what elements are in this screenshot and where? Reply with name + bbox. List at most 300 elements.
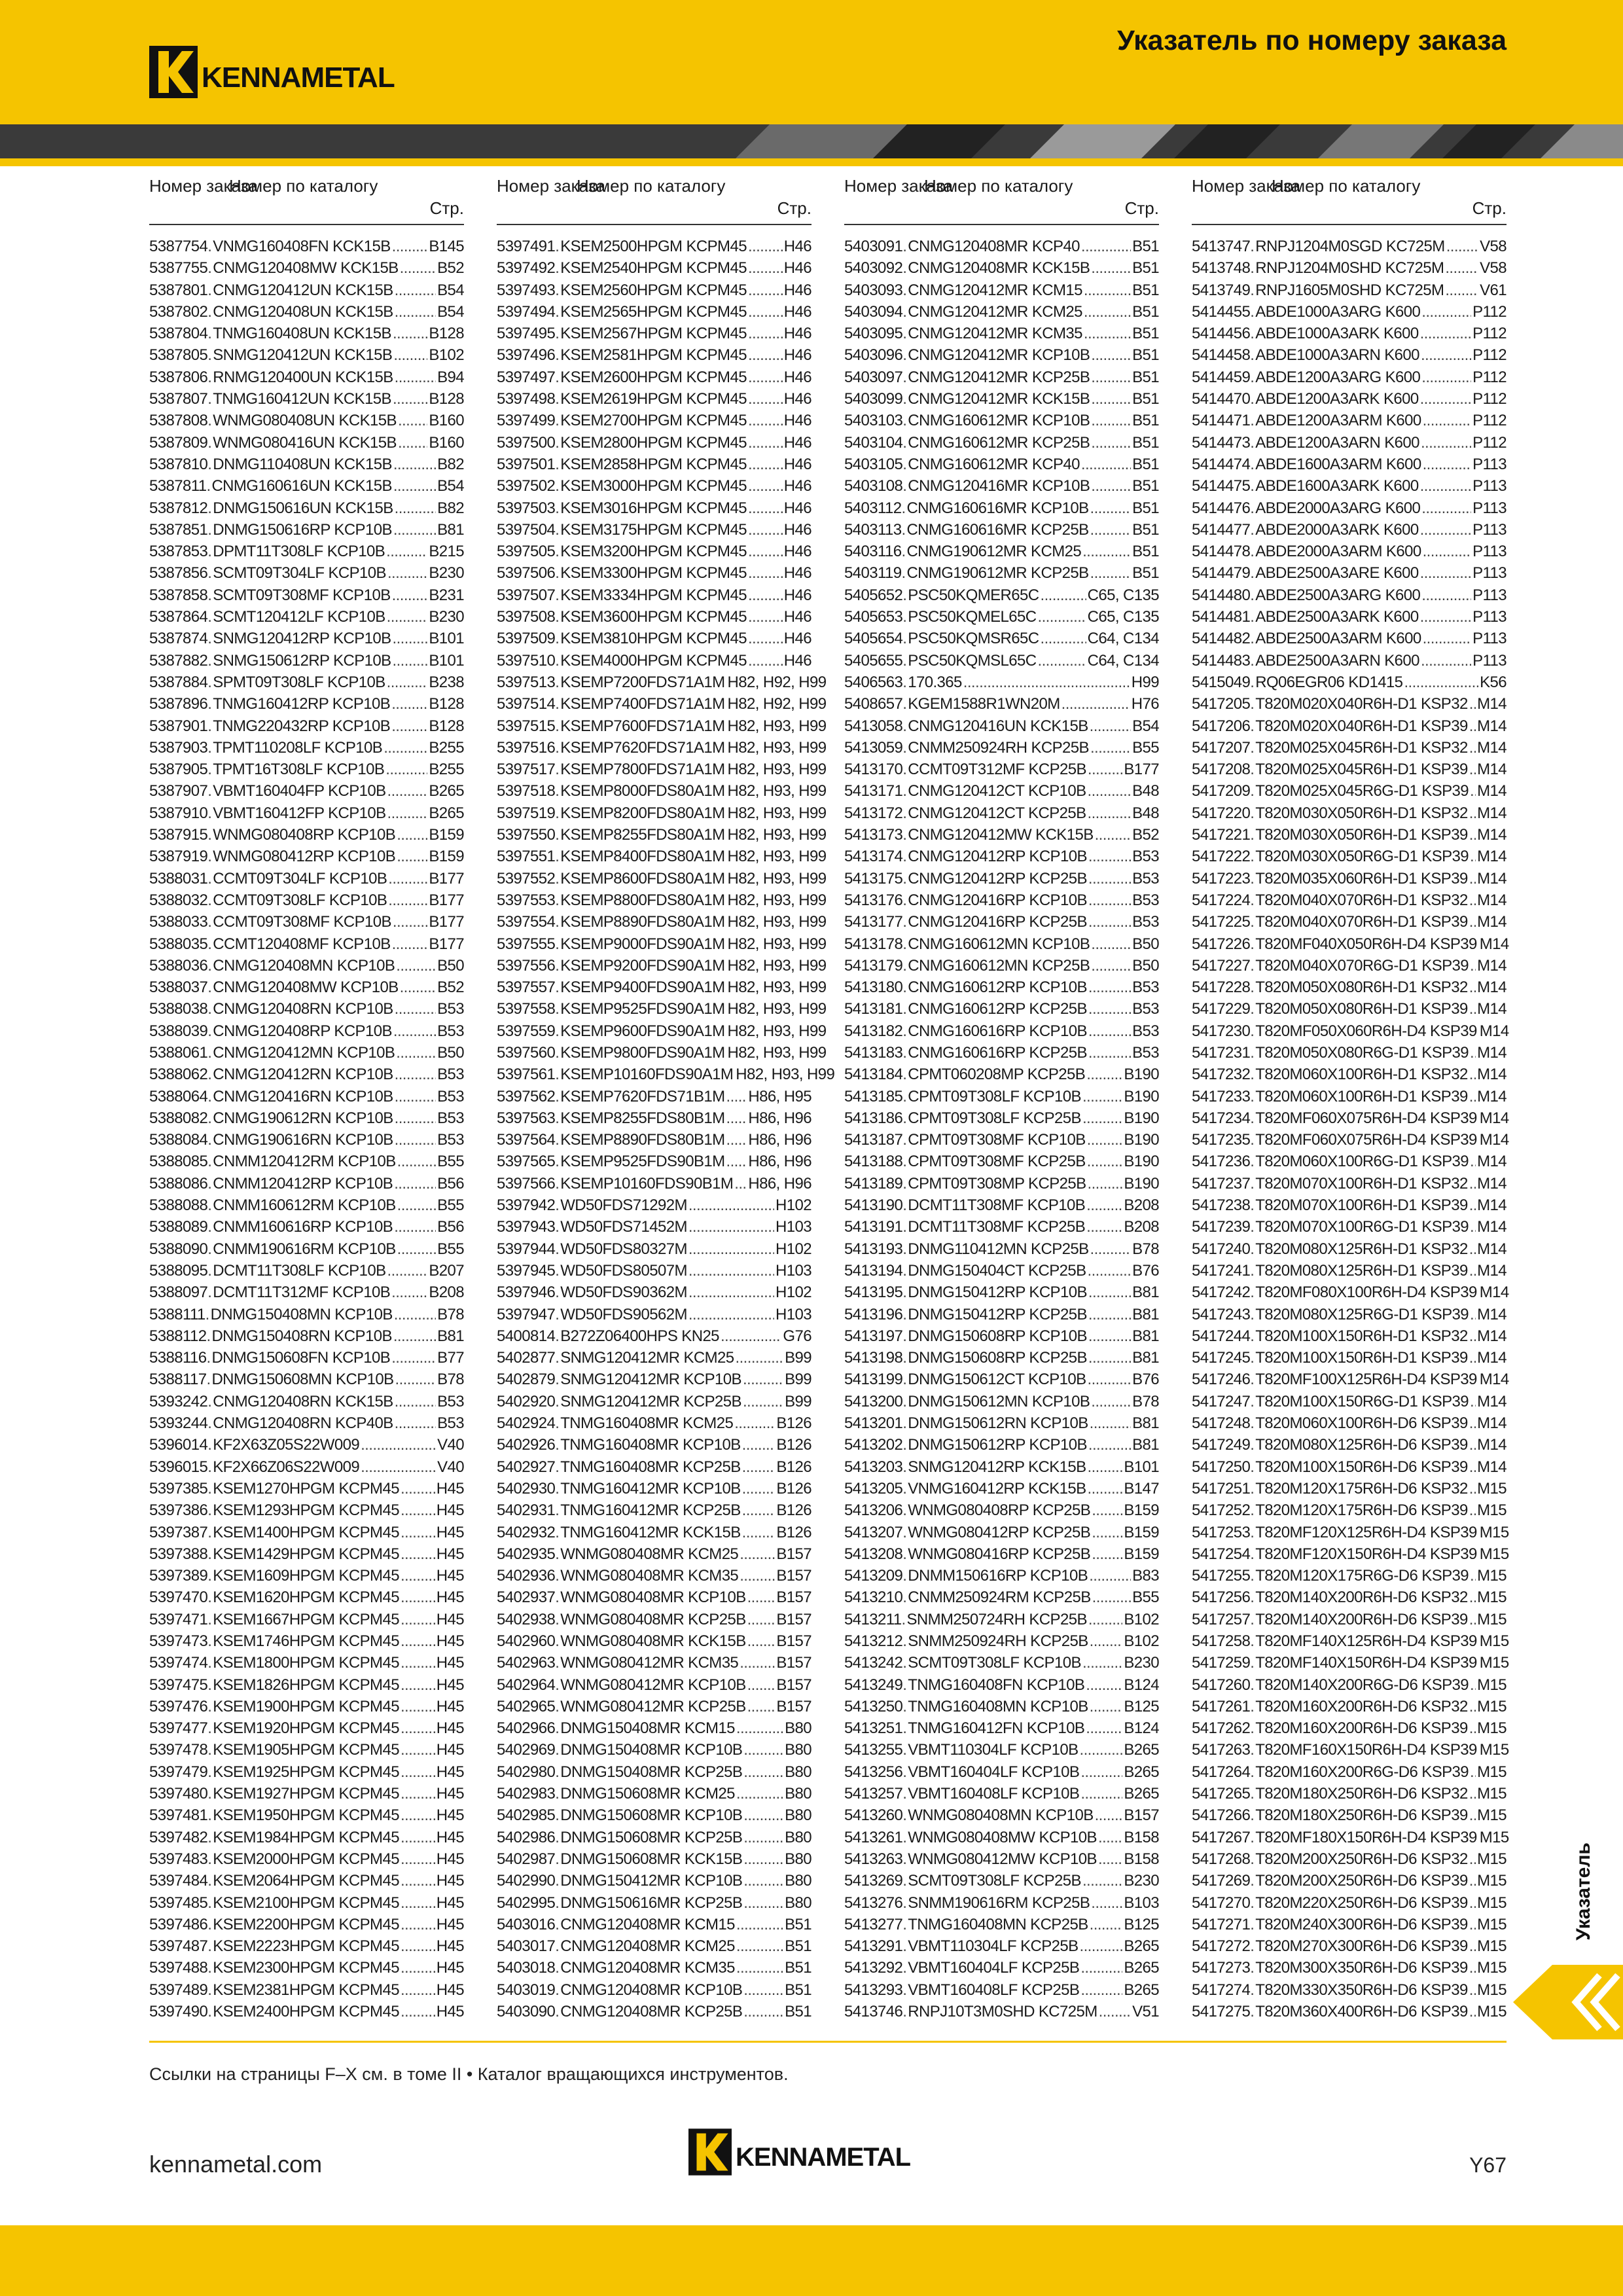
page-reference[interactable]: M14 bbox=[1477, 1240, 1507, 1258]
page-reference[interactable]: B51 bbox=[785, 1937, 812, 1956]
page-reference[interactable]: H45 bbox=[436, 1981, 464, 1999]
page-reference[interactable]: H46 bbox=[783, 390, 812, 408]
page-reference[interactable]: H82, H93, H99 bbox=[736, 1066, 835, 1084]
page-reference[interactable]: H46 bbox=[783, 346, 812, 365]
page-reference[interactable]: B255 bbox=[429, 738, 464, 757]
page-reference[interactable]: M14 bbox=[1477, 869, 1507, 888]
page-reference[interactable]: B255 bbox=[429, 761, 464, 779]
page-reference[interactable]: M14 bbox=[1477, 1458, 1507, 1476]
page-reference[interactable]: B51 bbox=[1132, 281, 1159, 299]
page-reference[interactable]: B190 bbox=[1124, 1174, 1159, 1193]
page-reference[interactable]: H103 bbox=[776, 1261, 812, 1280]
page-reference[interactable]: M15 bbox=[1477, 1719, 1507, 1738]
page-reference[interactable]: H82, H93, H99 bbox=[727, 935, 827, 953]
page-reference[interactable]: B78 bbox=[1132, 1392, 1159, 1410]
page-reference[interactable]: M14 bbox=[1479, 935, 1509, 953]
page-reference[interactable]: V51 bbox=[1132, 2003, 1159, 2021]
page-reference[interactable]: M14 bbox=[1477, 1066, 1507, 1084]
page-reference[interactable]: H82, H92, H99 bbox=[727, 695, 827, 713]
page-reference[interactable]: M15 bbox=[1477, 1806, 1507, 1825]
page-reference[interactable]: B101 bbox=[429, 630, 464, 648]
page-reference[interactable]: B190 bbox=[1124, 1109, 1159, 1127]
page-reference[interactable]: B52 bbox=[437, 978, 464, 997]
page-reference[interactable]: P113 bbox=[1472, 477, 1507, 495]
page-reference[interactable]: C64, C134 bbox=[1087, 651, 1159, 670]
page-reference[interactable]: B102 bbox=[1124, 1610, 1159, 1628]
page-reference[interactable]: B54 bbox=[1132, 717, 1159, 735]
page-reference[interactable]: H103 bbox=[776, 1305, 812, 1323]
page-reference[interactable]: B53 bbox=[1132, 891, 1159, 909]
page-reference[interactable]: B81 bbox=[1132, 1305, 1159, 1323]
page-reference[interactable]: H102 bbox=[776, 1196, 812, 1215]
page-reference[interactable]: B53 bbox=[437, 1392, 464, 1410]
page-reference[interactable]: B160 bbox=[429, 433, 464, 452]
page-reference[interactable]: H45 bbox=[436, 1959, 464, 1977]
page-reference[interactable]: B231 bbox=[429, 586, 464, 604]
page-reference[interactable]: B51 bbox=[1132, 455, 1159, 473]
page-reference[interactable]: M15 bbox=[1479, 1828, 1509, 1846]
page-reference[interactable]: B51 bbox=[785, 1981, 812, 1999]
page-reference[interactable]: P112 bbox=[1472, 433, 1507, 452]
page-reference[interactable]: B177 bbox=[429, 869, 464, 888]
page-reference[interactable]: B80 bbox=[785, 1785, 812, 1803]
page-reference[interactable]: M14 bbox=[1477, 826, 1507, 844]
page-reference[interactable]: B81 bbox=[437, 1327, 464, 1345]
page-reference[interactable]: B51 bbox=[1132, 390, 1159, 408]
page-reference[interactable]: B102 bbox=[1124, 1632, 1159, 1650]
page-reference[interactable]: B78 bbox=[1132, 1240, 1159, 1258]
page-reference[interactable]: H82, H93, H99 bbox=[727, 804, 827, 822]
page-reference[interactable]: H45 bbox=[436, 1785, 464, 1803]
page-reference[interactable]: B124 bbox=[1124, 1719, 1159, 1738]
page-reference[interactable]: B55 bbox=[1132, 1588, 1159, 1607]
page-reference[interactable]: M14 bbox=[1477, 804, 1507, 822]
page-reference[interactable]: B101 bbox=[1124, 1458, 1159, 1476]
page-reference[interactable]: B81 bbox=[1132, 1327, 1159, 1345]
page-reference[interactable]: B103 bbox=[1124, 1893, 1159, 1912]
page-reference[interactable]: B81 bbox=[1132, 1414, 1159, 1433]
page-reference[interactable]: H82, H93, H99 bbox=[727, 738, 827, 757]
page-reference[interactable]: M14 bbox=[1477, 717, 1507, 735]
page-reference[interactable]: M15 bbox=[1479, 1654, 1509, 1672]
page-reference[interactable]: B157 bbox=[776, 1610, 812, 1628]
page-reference[interactable]: M15 bbox=[1477, 1479, 1507, 1498]
page-reference[interactable]: H82, H93, H99 bbox=[727, 913, 827, 931]
page-reference[interactable]: B177 bbox=[1124, 761, 1159, 779]
page-reference[interactable]: B126 bbox=[776, 1479, 812, 1498]
page-reference[interactable]: B82 bbox=[437, 499, 464, 517]
page-reference[interactable]: H46 bbox=[783, 477, 812, 495]
page-reference[interactable]: B50 bbox=[437, 956, 464, 975]
page-reference[interactable]: H102 bbox=[776, 1240, 812, 1258]
page-reference[interactable]: B55 bbox=[437, 1196, 464, 1215]
page-reference[interactable]: B99 bbox=[785, 1392, 812, 1410]
page-reference[interactable]: H45 bbox=[436, 1610, 464, 1628]
page-reference[interactable]: B51 bbox=[1132, 564, 1159, 583]
page-reference[interactable]: B230 bbox=[1124, 1872, 1159, 1890]
page-reference[interactable]: M14 bbox=[1479, 1283, 1509, 1302]
page-reference[interactable]: H103 bbox=[776, 1218, 812, 1236]
page-reference[interactable]: B53 bbox=[437, 1087, 464, 1105]
page-reference[interactable]: P113 bbox=[1472, 608, 1507, 626]
page-reference[interactable]: H46 bbox=[783, 281, 812, 299]
page-reference[interactable]: H76 bbox=[1131, 695, 1159, 713]
page-reference[interactable]: B265 bbox=[1124, 1763, 1159, 1781]
page-reference[interactable]: M14 bbox=[1477, 1000, 1507, 1018]
page-reference[interactable]: B81 bbox=[1132, 1436, 1159, 1454]
page-reference[interactable]: B126 bbox=[776, 1414, 812, 1433]
page-reference[interactable]: H82, H93, H99 bbox=[727, 717, 827, 735]
page-reference[interactable]: B83 bbox=[1132, 1567, 1159, 1585]
page-reference[interactable]: B81 bbox=[1132, 1283, 1159, 1302]
page-reference[interactable]: B94 bbox=[437, 368, 464, 386]
page-reference[interactable]: B128 bbox=[429, 390, 464, 408]
page-reference[interactable]: B177 bbox=[429, 935, 464, 953]
page-reference[interactable]: H45 bbox=[436, 1850, 464, 1868]
page-reference[interactable]: B51 bbox=[785, 1915, 812, 1933]
page-reference[interactable]: G76 bbox=[783, 1327, 812, 1345]
page-reference[interactable]: B190 bbox=[1124, 1087, 1159, 1105]
page-reference[interactable]: H86, H96 bbox=[748, 1174, 812, 1193]
page-reference[interactable]: V61 bbox=[1480, 281, 1507, 299]
page-reference[interactable]: H82, H93, H99 bbox=[727, 978, 827, 997]
page-reference[interactable]: M14 bbox=[1479, 1022, 1509, 1040]
page-reference[interactable]: B265 bbox=[1124, 1785, 1159, 1803]
page-reference[interactable]: M15 bbox=[1477, 1763, 1507, 1781]
page-reference[interactable]: B157 bbox=[1124, 1806, 1159, 1825]
page-reference[interactable]: B77 bbox=[437, 1349, 464, 1367]
page-reference[interactable]: M14 bbox=[1477, 761, 1507, 779]
page-reference[interactable]: B52 bbox=[437, 259, 464, 278]
page-reference[interactable]: K56 bbox=[1480, 673, 1507, 691]
page-reference[interactable]: H46 bbox=[783, 543, 812, 561]
page-reference[interactable]: B53 bbox=[1132, 869, 1159, 888]
page-reference[interactable]: M15 bbox=[1477, 1893, 1507, 1912]
page-reference[interactable]: H86, H96 bbox=[748, 1131, 812, 1149]
page-reference[interactable]: M14 bbox=[1477, 956, 1507, 975]
page-reference[interactable]: M15 bbox=[1477, 1937, 1507, 1956]
page-reference[interactable]: B78 bbox=[437, 1305, 464, 1323]
page-reference[interactable]: B53 bbox=[437, 1109, 464, 1127]
page-reference[interactable]: M14 bbox=[1477, 1043, 1507, 1062]
page-reference[interactable]: B51 bbox=[1132, 302, 1159, 321]
page-reference[interactable]: B52 bbox=[1132, 826, 1159, 844]
page-reference[interactable]: V40 bbox=[437, 1458, 464, 1476]
page-reference[interactable]: P112 bbox=[1472, 390, 1507, 408]
page-reference[interactable]: M14 bbox=[1477, 1153, 1507, 1171]
page-reference[interactable]: H46 bbox=[783, 651, 812, 670]
page-reference[interactable]: M14 bbox=[1477, 1087, 1507, 1105]
page-reference[interactable]: B102 bbox=[429, 346, 464, 365]
page-reference[interactable]: B208 bbox=[1124, 1196, 1159, 1215]
page-reference[interactable]: H46 bbox=[783, 368, 812, 386]
brand-logo[interactable] bbox=[149, 46, 395, 98]
page-reference[interactable]: B51 bbox=[1132, 520, 1159, 539]
page-reference[interactable]: B50 bbox=[1132, 956, 1159, 975]
page-reference[interactable]: M14 bbox=[1479, 1109, 1509, 1127]
page-reference[interactable]: M15 bbox=[1479, 1545, 1509, 1563]
page-reference[interactable]: B126 bbox=[776, 1523, 812, 1541]
page-reference[interactable]: H102 bbox=[776, 1283, 812, 1302]
page-reference[interactable]: H82, H92, H99 bbox=[727, 673, 827, 691]
page-reference[interactable]: B78 bbox=[437, 1371, 464, 1389]
page-reference[interactable]: V58 bbox=[1480, 259, 1507, 278]
page-reference[interactable]: B190 bbox=[1124, 1066, 1159, 1084]
page-reference[interactable]: H46 bbox=[783, 608, 812, 626]
page-reference[interactable]: B81 bbox=[437, 520, 464, 539]
page-reference[interactable]: B126 bbox=[776, 1436, 812, 1454]
page-reference[interactable]: M14 bbox=[1477, 1349, 1507, 1367]
page-reference[interactable]: P113 bbox=[1472, 543, 1507, 561]
page-reference[interactable]: M14 bbox=[1477, 1392, 1507, 1410]
page-reference[interactable]: H45 bbox=[436, 1588, 464, 1607]
page-reference[interactable]: B51 bbox=[785, 2003, 812, 2021]
page-reference[interactable]: B157 bbox=[776, 1588, 812, 1607]
page-reference[interactable]: B51 bbox=[1132, 368, 1159, 386]
page-reference[interactable]: P113 bbox=[1472, 586, 1507, 604]
page-reference[interactable]: B48 bbox=[1132, 782, 1159, 800]
page-reference[interactable]: M14 bbox=[1477, 1174, 1507, 1193]
page-reference[interactable]: B265 bbox=[1124, 1741, 1159, 1759]
page-reference[interactable]: M15 bbox=[1477, 1850, 1507, 1868]
page-reference[interactable]: C64, C134 bbox=[1087, 630, 1159, 648]
page-reference[interactable]: B51 bbox=[1132, 325, 1159, 343]
page-reference[interactable]: M15 bbox=[1479, 1523, 1509, 1541]
page-reference[interactable]: B159 bbox=[429, 848, 464, 866]
page-reference[interactable]: M15 bbox=[1477, 1915, 1507, 1933]
page-reference[interactable]: M14 bbox=[1479, 1371, 1509, 1389]
page-reference[interactable]: B53 bbox=[1132, 1043, 1159, 1062]
page-reference[interactable]: H45 bbox=[436, 1501, 464, 1520]
page-reference[interactable]: M14 bbox=[1477, 978, 1507, 997]
page-reference[interactable]: B125 bbox=[1124, 1915, 1159, 1933]
page-reference[interactable]: H46 bbox=[783, 520, 812, 539]
page-reference[interactable]: B76 bbox=[1132, 1261, 1159, 1280]
page-reference[interactable]: M14 bbox=[1477, 1218, 1507, 1236]
page-reference[interactable]: H45 bbox=[436, 1697, 464, 1715]
page-reference[interactable]: M14 bbox=[1477, 1436, 1507, 1454]
page-reference[interactable]: H82, H93, H99 bbox=[727, 761, 827, 779]
page-reference[interactable]: P113 bbox=[1472, 630, 1507, 648]
page-reference[interactable]: H45 bbox=[436, 1937, 464, 1956]
page-reference[interactable]: B128 bbox=[429, 695, 464, 713]
page-reference[interactable]: B51 bbox=[1132, 433, 1159, 452]
page-reference[interactable]: H82, H93, H99 bbox=[727, 782, 827, 800]
page-reference[interactable]: H45 bbox=[436, 1915, 464, 1933]
page-reference[interactable]: P113 bbox=[1472, 455, 1507, 473]
page-reference[interactable]: H82, H93, H99 bbox=[727, 1022, 827, 1040]
page-reference[interactable]: B99 bbox=[785, 1371, 812, 1389]
page-reference[interactable]: B55 bbox=[437, 1153, 464, 1171]
page-reference[interactable]: B99 bbox=[785, 1349, 812, 1367]
page-reference[interactable]: B54 bbox=[437, 281, 464, 299]
page-reference[interactable]: M14 bbox=[1477, 1305, 1507, 1323]
page-reference[interactable]: M15 bbox=[1477, 1872, 1507, 1890]
page-reference[interactable]: H45 bbox=[436, 1545, 464, 1563]
page-reference[interactable]: P113 bbox=[1472, 520, 1507, 539]
page-reference[interactable]: B159 bbox=[1124, 1501, 1159, 1520]
page-reference[interactable]: H46 bbox=[783, 564, 812, 583]
page-reference[interactable]: B128 bbox=[429, 325, 464, 343]
page-reference[interactable]: B238 bbox=[429, 673, 464, 691]
page-reference[interactable]: P113 bbox=[1472, 499, 1507, 517]
page-reference[interactable]: H45 bbox=[436, 1872, 464, 1890]
page-reference[interactable]: B54 bbox=[437, 477, 464, 495]
page-reference[interactable]: B177 bbox=[429, 891, 464, 909]
page-reference[interactable]: B230 bbox=[1124, 1654, 1159, 1672]
page-reference[interactable]: B53 bbox=[1132, 848, 1159, 866]
page-reference[interactable]: B124 bbox=[1124, 1676, 1159, 1694]
page-reference[interactable]: M15 bbox=[1479, 1741, 1509, 1759]
page-reference[interactable]: B53 bbox=[437, 1131, 464, 1149]
page-reference[interactable]: H99 bbox=[1131, 673, 1159, 691]
page-reference[interactable]: B159 bbox=[1124, 1523, 1159, 1541]
page-reference[interactable]: B126 bbox=[776, 1458, 812, 1476]
page-reference[interactable]: B158 bbox=[1124, 1850, 1159, 1868]
page-reference[interactable]: M14 bbox=[1477, 1261, 1507, 1280]
page-reference[interactable]: H46 bbox=[783, 325, 812, 343]
page-reference[interactable]: B159 bbox=[1124, 1545, 1159, 1563]
page-reference[interactable]: B56 bbox=[437, 1174, 464, 1193]
page-reference[interactable]: B159 bbox=[429, 826, 464, 844]
page-reference[interactable]: B157 bbox=[776, 1567, 812, 1585]
page-reference[interactable]: M15 bbox=[1479, 1632, 1509, 1650]
page-reference[interactable]: B80 bbox=[785, 1893, 812, 1912]
page-reference[interactable]: B53 bbox=[1132, 1000, 1159, 1018]
page-reference[interactable]: M15 bbox=[1477, 1610, 1507, 1628]
page-reference[interactable]: V40 bbox=[437, 1436, 464, 1454]
page-reference[interactable]: H45 bbox=[436, 1479, 464, 1498]
page-reference[interactable]: H45 bbox=[436, 1893, 464, 1912]
page-reference[interactable]: B76 bbox=[1132, 1371, 1159, 1389]
page-reference[interactable]: B190 bbox=[1124, 1131, 1159, 1149]
side-tab[interactable] bbox=[1551, 1833, 1616, 1950]
page-reference[interactable]: B80 bbox=[785, 1828, 812, 1846]
page-reference[interactable]: M14 bbox=[1477, 891, 1507, 909]
page-reference[interactable]: M14 bbox=[1477, 913, 1507, 931]
page-reference[interactable]: M15 bbox=[1477, 1785, 1507, 1803]
page-reference[interactable]: M15 bbox=[1477, 1981, 1507, 1999]
page-reference[interactable]: B51 bbox=[1132, 477, 1159, 495]
page-reference[interactable]: M14 bbox=[1477, 695, 1507, 713]
page-reference[interactable]: H45 bbox=[436, 1806, 464, 1825]
page-reference[interactable]: H46 bbox=[783, 412, 812, 430]
page-reference[interactable]: H46 bbox=[783, 630, 812, 648]
page-reference[interactable]: B215 bbox=[429, 543, 464, 561]
page-reference[interactable]: H46 bbox=[783, 238, 812, 255]
page-reference[interactable]: H86, H96 bbox=[748, 1109, 812, 1127]
page-reference[interactable]: B51 bbox=[1132, 238, 1159, 255]
page-reference[interactable]: M14 bbox=[1477, 738, 1507, 757]
page-reference[interactable]: B157 bbox=[776, 1697, 812, 1715]
page-reference[interactable]: M15 bbox=[1477, 1959, 1507, 1977]
page-reference[interactable]: H45 bbox=[436, 1719, 464, 1738]
page-reference[interactable]: B208 bbox=[1124, 1218, 1159, 1236]
page-reference[interactable]: M14 bbox=[1479, 1131, 1509, 1149]
page-reference[interactable]: B53 bbox=[437, 1066, 464, 1084]
page-reference[interactable]: H46 bbox=[783, 586, 812, 604]
page-reference[interactable]: M14 bbox=[1477, 1327, 1507, 1345]
page-reference[interactable]: P112 bbox=[1472, 302, 1507, 321]
page-reference[interactable]: B177 bbox=[429, 913, 464, 931]
page-reference[interactable]: P112 bbox=[1472, 325, 1507, 343]
page-reference[interactable]: B265 bbox=[1124, 1959, 1159, 1977]
page-reference[interactable]: B145 bbox=[429, 238, 464, 255]
page-reference[interactable]: C65, C135 bbox=[1087, 586, 1159, 604]
page-reference[interactable]: B265 bbox=[429, 804, 464, 822]
page-reference[interactable]: H45 bbox=[436, 1676, 464, 1694]
page-reference[interactable]: B53 bbox=[1132, 1022, 1159, 1040]
page-reference[interactable]: B157 bbox=[776, 1676, 812, 1694]
page-reference[interactable]: H82, H93, H99 bbox=[727, 826, 827, 844]
page-reference[interactable]: B82 bbox=[437, 455, 464, 473]
page-reference[interactable]: M14 bbox=[1477, 1414, 1507, 1433]
page-reference[interactable]: B54 bbox=[437, 302, 464, 321]
page-reference[interactable]: H82, H93, H99 bbox=[727, 956, 827, 975]
page-reference[interactable]: B158 bbox=[1124, 1828, 1159, 1846]
page-reference[interactable]: B230 bbox=[429, 564, 464, 583]
page-reference[interactable]: B125 bbox=[1124, 1697, 1159, 1715]
page-reference[interactable]: B208 bbox=[429, 1283, 464, 1302]
page-reference[interactable]: H46 bbox=[783, 499, 812, 517]
page-reference[interactable]: H82, H93, H99 bbox=[727, 869, 827, 888]
page-reference[interactable]: H82, H93, H99 bbox=[727, 1000, 827, 1018]
page-reference[interactable]: B265 bbox=[429, 782, 464, 800]
page-reference[interactable]: B157 bbox=[776, 1654, 812, 1672]
page-reference[interactable]: B157 bbox=[776, 1545, 812, 1563]
page-reference[interactable]: B128 bbox=[429, 717, 464, 735]
page-reference[interactable]: H46 bbox=[783, 302, 812, 321]
page-reference[interactable]: P112 bbox=[1472, 368, 1507, 386]
page-reference[interactable]: P113 bbox=[1472, 651, 1507, 670]
page-reference[interactable]: P112 bbox=[1472, 346, 1507, 365]
page-reference[interactable]: M14 bbox=[1477, 848, 1507, 866]
page-reference[interactable]: B160 bbox=[429, 412, 464, 430]
page-reference[interactable]: H86, H96 bbox=[748, 1153, 812, 1171]
page-reference[interactable]: B51 bbox=[785, 1959, 812, 1977]
page-reference[interactable]: H45 bbox=[436, 1828, 464, 1846]
page-reference[interactable]: B80 bbox=[785, 1741, 812, 1759]
page-reference[interactable]: M15 bbox=[1477, 1588, 1507, 1607]
page-reference[interactable]: H82, H93, H99 bbox=[727, 891, 827, 909]
page-reference[interactable]: M15 bbox=[1477, 1697, 1507, 1715]
page-reference[interactable]: B53 bbox=[437, 1414, 464, 1433]
page-reference[interactable]: M15 bbox=[1477, 1501, 1507, 1520]
page-reference[interactable]: H45 bbox=[436, 1567, 464, 1585]
page-reference[interactable]: H45 bbox=[436, 1632, 464, 1650]
page-reference[interactable]: B80 bbox=[785, 1872, 812, 1890]
page-reference[interactable]: B80 bbox=[785, 1719, 812, 1738]
page-reference[interactable]: C65, C135 bbox=[1087, 608, 1159, 626]
page-reference[interactable]: H45 bbox=[436, 1741, 464, 1759]
page-reference[interactable]: B50 bbox=[437, 1043, 464, 1062]
page-reference[interactable]: B80 bbox=[785, 1806, 812, 1825]
page-reference[interactable]: H82, H93, H99 bbox=[727, 848, 827, 866]
page-reference[interactable]: B147 bbox=[1124, 1479, 1159, 1498]
page-reference[interactable]: H45 bbox=[436, 1654, 464, 1672]
page-reference[interactable]: P112 bbox=[1472, 412, 1507, 430]
page-reference[interactable]: B126 bbox=[776, 1501, 812, 1520]
page-reference[interactable]: B53 bbox=[1132, 913, 1159, 931]
page-reference[interactable]: B230 bbox=[429, 608, 464, 626]
page-reference[interactable]: H46 bbox=[783, 259, 812, 278]
page-reference[interactable]: B53 bbox=[437, 1000, 464, 1018]
page-reference[interactable]: H82, H93, H99 bbox=[727, 1043, 827, 1062]
page-reference[interactable]: B48 bbox=[1132, 804, 1159, 822]
page-reference[interactable]: P113 bbox=[1472, 564, 1507, 583]
page-reference[interactable]: B55 bbox=[437, 1240, 464, 1258]
page-reference[interactable]: B81 bbox=[1132, 1349, 1159, 1367]
